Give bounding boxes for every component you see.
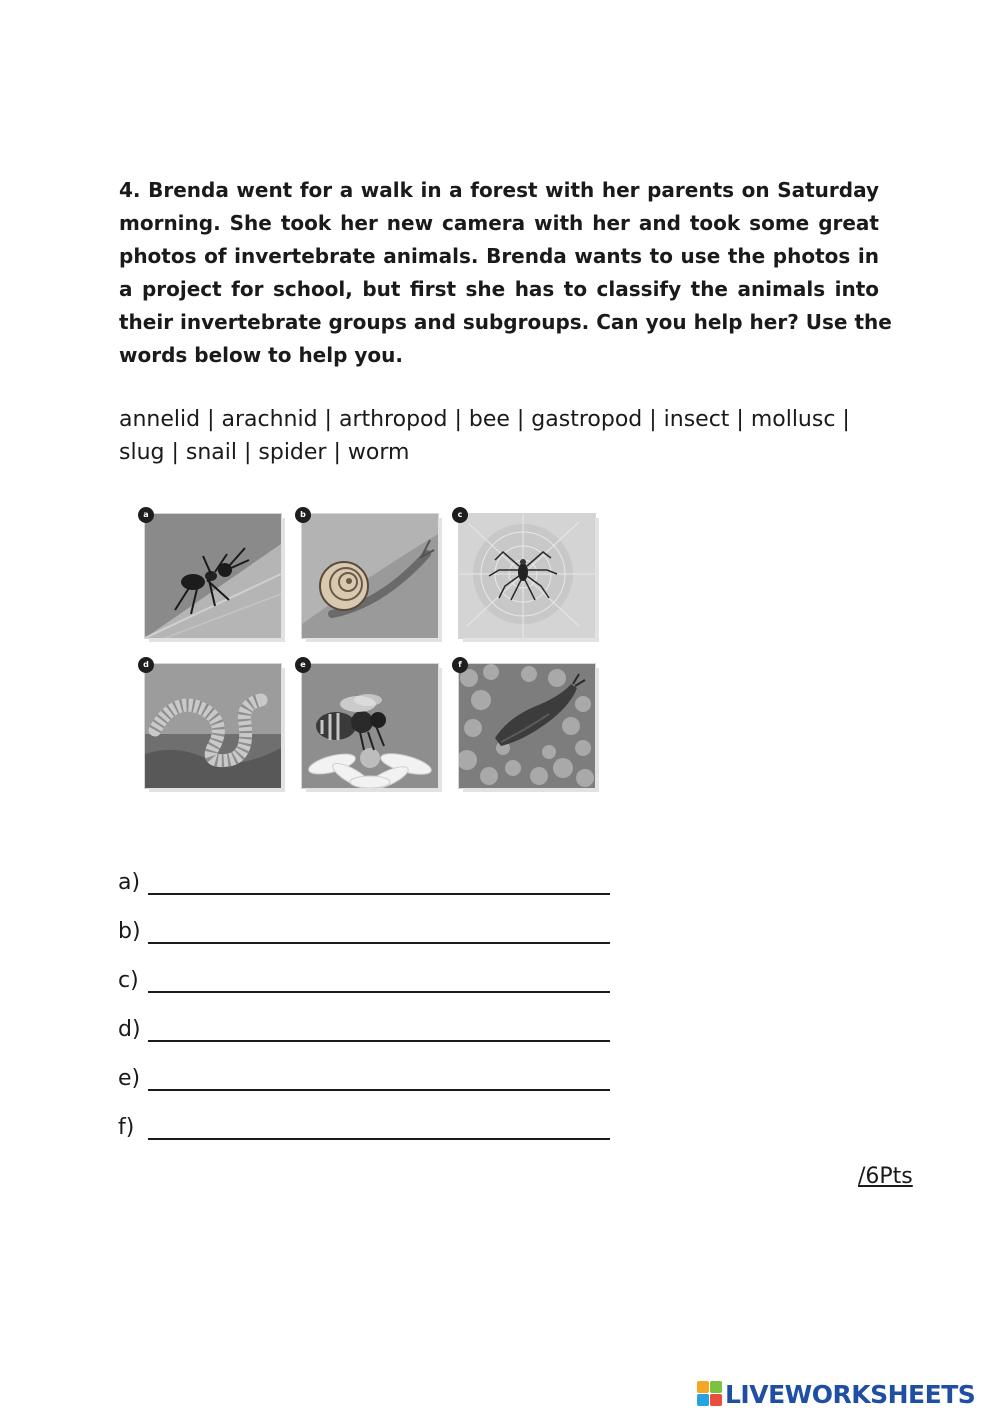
answer-label: e) [118, 1066, 141, 1091]
slug-image [459, 664, 595, 788]
ant-image [145, 514, 281, 638]
answer-input-a[interactable] [148, 893, 610, 895]
photo-worm [145, 664, 281, 788]
exercise-instructions [119, 174, 892, 372]
answer-label: c) [118, 968, 139, 993]
photo-badge-f: f [452, 657, 468, 673]
photo-badge-c: c [452, 507, 468, 523]
bee-image [302, 664, 438, 788]
answer-input-b[interactable] [148, 942, 610, 944]
instruction-line: a project for school, but first she has to classify the animals into [119, 277, 879, 301]
instruction-line: photos of invertebrate animals. Brenda wants to use the photos in [119, 244, 879, 268]
instruction-line: words below to help you. [119, 343, 403, 367]
answer-row-c [118, 964, 618, 998]
answer-row-f [118, 1111, 618, 1145]
liveworksheets-logo-icon [697, 1381, 723, 1407]
instruction-line: their invertebrate groups and subgroups. Can you help her? Use the [119, 310, 892, 334]
photo-badge-e: e [295, 657, 311, 673]
answer-input-d[interactable] [148, 1040, 610, 1042]
worm-image [145, 664, 281, 788]
instruction-line: morning. She took her new camera with her and took some great [119, 211, 879, 235]
photo-badge-d: d [138, 657, 154, 673]
word-bank [119, 403, 899, 469]
photo-bee [302, 664, 438, 788]
photo-slug [459, 664, 595, 788]
answer-input-f[interactable] [148, 1138, 610, 1140]
answer-input-e[interactable] [148, 1089, 610, 1091]
answer-label: a) [118, 870, 141, 895]
instruction-line: 4. Brenda went for a walk in a forest with her parents on Saturday [119, 178, 879, 202]
word-bank-line: slug | snail | spider | worm [119, 440, 410, 465]
photo-badge-a: a [138, 507, 154, 523]
spider-image [459, 514, 595, 638]
answer-row-a [118, 866, 618, 900]
photo-badge-b: b [295, 507, 311, 523]
answer-row-b [118, 915, 618, 949]
photo-ant [145, 514, 281, 638]
score-total: /6Pts [858, 1164, 913, 1189]
logo-text: LIVEWORKSHEETS [725, 1379, 976, 1409]
answer-label: d) [118, 1017, 141, 1042]
answer-input-c[interactable] [148, 991, 610, 993]
answer-row-e [118, 1062, 618, 1096]
liveworksheets-logo [697, 1377, 975, 1411]
answer-label: b) [118, 919, 141, 944]
answer-row-d [118, 1013, 618, 1047]
snail-image [302, 514, 438, 638]
photo-spider [459, 514, 595, 638]
answer-label: f) [118, 1115, 135, 1140]
photo-snail [302, 514, 438, 638]
word-bank-line: annelid | arachnid | arthropod | bee | gastropod | insect | mollusc | [119, 407, 850, 432]
